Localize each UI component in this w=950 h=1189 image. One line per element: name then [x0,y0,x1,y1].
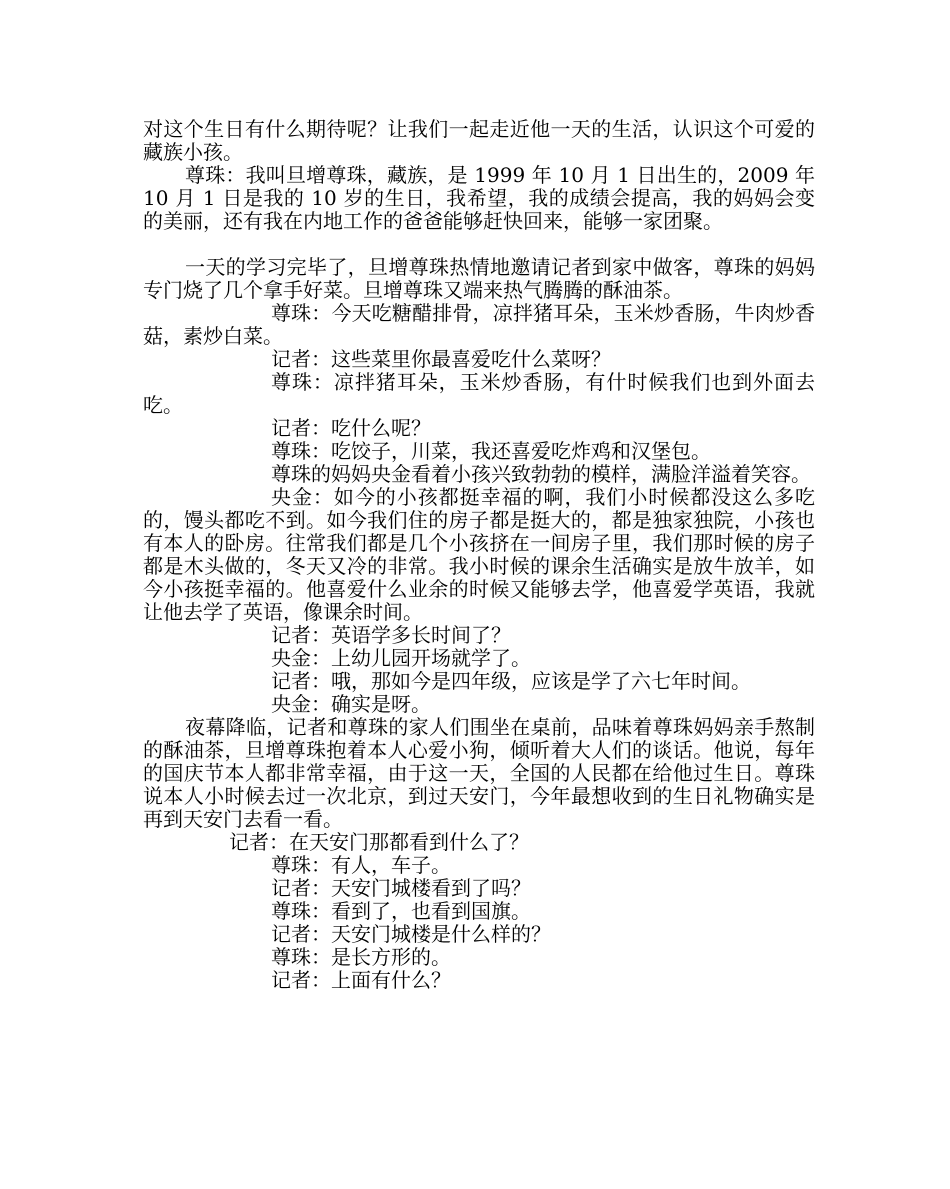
dialogue-line: 尊珠：看到了，也看到国旗。 [271,899,531,923]
dialogue-line: 记者：哦，那如今是四年级，应该是学了六七年时间。 [271,669,751,693]
dialogue-line: 央金：确实是呀。 [271,692,431,716]
paragraph: 对这个生日有什么期待呢？让我们一起走近他一天的生活，认识这个可爱的藏族小孩。 [143,117,815,164]
dialogue-line: 尊珠：今天吃糖醋排骨，凉拌猪耳朵，玉米炒香肠，牛肉炒香菇，素炒白菜。 [143,301,815,348]
dialogue-line: 尊珠：凉拌猪耳朵，玉米炒香肠，有什时候我们也到外面去吃。 [143,370,815,417]
dialogue-line: 记者：天安门城楼是什么样的？ [271,922,551,946]
blank-line [143,233,815,256]
dialogue-line: 记者：在天安门那都看到什么了？ [229,830,529,854]
dialogue-line: 记者：这些菜里你最喜爱吃什么菜呀？ [271,347,611,371]
dialogue-line: 尊珠：是长方形的。 [271,945,451,969]
dialogue-line: 记者：天安门城楼看到了吗？ [271,876,531,900]
dialogue-line: 记者：上面有什么？ [271,968,451,992]
document-body [143,118,815,992]
paragraph: 尊珠的妈妈央金看着小孩兴致勃勃的模样，满脸洋溢着笑容。 [271,462,811,486]
paragraph: 尊珠：我叫旦增尊珠，藏族，是 1999 年 10 月 1 日出生的，2009 年 10 月 1 日是我的 10 岁的生日，我希望，我的成绩会提高，我的妈妈会变的美丽，还有我在内地工作的爸爸能够赶快回来，能够一家团聚。 [143,163,815,233]
dialogue-line: 记者：英语学多长时间了？ [271,623,511,647]
dialogue-line: 央金：上幼儿园开场就学了。 [271,646,531,670]
dialogue-line: 记者：吃什么呢？ [271,416,431,440]
paragraph: 夜幕降临，记者和尊珠的家人们围坐在桌前，品味着尊珠妈妈亲手熬制的酥油茶，旦增尊珠抱着本人心爱小狗，倾听着大人们的谈话。他说，每年的国庆节本人都非常幸福，由于这一天，全国的人民都在给他过生日。尊珠说本人小时候去过一次北京，到过天安门，今年最想收到的生日礼物确实是再到天安门去看一看。 [143,715,815,831]
dialogue-line: 尊珠：有人，车子。 [271,853,451,877]
dialogue-line: 尊珠：吃饺子，川菜，我还喜爱吃炸鸡和汉堡包。 [271,439,711,463]
paragraph: 一天的学习完毕了，旦增尊珠热情地邀请记者到家中做客，尊珠的妈妈专门烧了几个拿手好菜。旦增尊珠又端来热气腾腾的酥油茶。 [143,255,815,302]
dialogue-line: 央金：如今的小孩都挺幸福的啊，我们小时候都没这么多吃的，馒头都吃不到。如今我们住的房子都是挺大的，都是独家独院，小孩也有本人的卧房。往常我们都是几个小孩挤在一间房子里，我们那时候的房子都是木头做的，冬天又冷的非常。我小时候的课余生活确实是放牛放羊，如今小孩挺幸福的。他喜爱什么业余的时候又能够去学，他喜爱学英语，我就让他去学了英语，像课余时间。 [143,485,815,624]
